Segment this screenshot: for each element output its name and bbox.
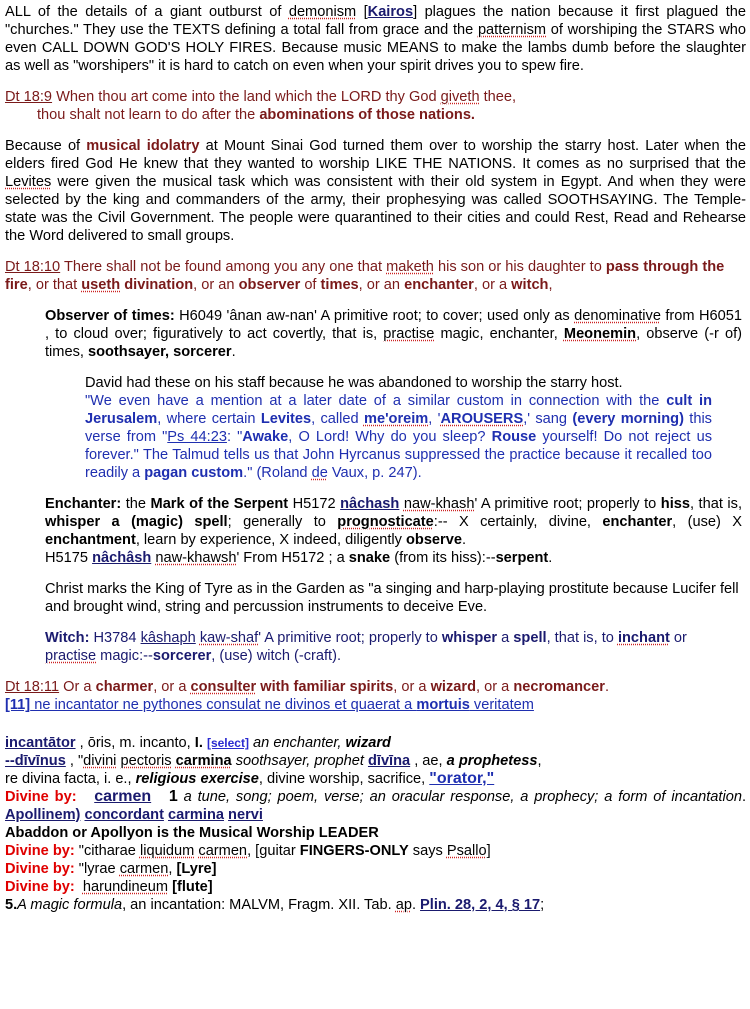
dt-18-9-cont: thou shalt not learn to do after the abominations of those nations. [37, 107, 475, 123]
witch-entry: Witch: H3784 kâshaph kaw-shaf' A primitive root; properly to whisper a spell, that is, to inchant or practise magic:--sorcerer, (use) witch (-craft). [45, 630, 687, 664]
enchanter-entry: Enchanter: the Mark of the Serpent H5172 nâchash naw-khash' A primitive root; properly to hiss, that is, whisper a (magic) spell; generally to prognosticate:-- X certainly, divine, enchanter, (use) X enchantment, learn by experience, X indeed, diligently observe. H5175 nâchâsh naw-khawsh' From H5172 ; a snake (from its hiss):--serpent. [45, 496, 742, 566]
harundineum-line: Divine by: harundineum [flute] [5, 879, 213, 895]
lexicon-section [5, 734, 746, 914]
dt-18-10-verse: Dt 18:10 There shall not be found among you any one that maketh his son or his daughter to pass through the fire, or that useth divination, or an observer of times, or an enchanter, or a witch, [5, 259, 725, 293]
incantator-line: incantātor , ōris, m. incanto, I. [select] an enchanter, wizard [5, 735, 391, 751]
dt-18-11-verse: Dt 18:11 Or a charmer, or a consulter with familiar spirits, or a wizard, or a necromancer. [5, 679, 610, 695]
david-quote-block [5, 374, 746, 482]
david-intro: David had these on his staff because he was abandoned to worship the starry host. [85, 375, 623, 391]
citharae-line: Divine by: "citharae liquidum carmen, [guitar FINGERS-ONLY says Psallo] [5, 843, 491, 859]
abaddon-line: Abaddon or Apollyon is the Musical Worship LEADER [5, 825, 379, 841]
kairos-link[interactable]: Kairos [367, 4, 414, 20]
latin-verse-11: [11] ne incantator ne pythones consulat ne divinos et quaerat a mortuis veritatem [5, 697, 534, 713]
intro-paragraph: ALL of the details of a giant outburst of demonism [Kairos] plagues the nation because it first plagued the "churches." They use the TEXTS defining a total fall from grace and the patternism of worshiping the STARS who even CALL DOWN GOD'S HOLY FIRES. Because music MEANS to make the lambs dumb before the slaughter as well as "worshipers" it is hard to catch on even when your spirit drives you to spew fire. [5, 4, 746, 74]
carmen-definition: Divine by: carmen 1 a tune, song; poem, verse; an oracular response, a prophecy; a form of incantation. Apollinem) concordant carmina nervi [5, 788, 747, 823]
musical-idolatry-paragraph: Because of musical idolatry at Mount Sinai God turned them over to worship the starry host. Later when the elders fired God He knew that they wanted to worship LIKE THE NATIONS. It comes as no surprised that the Levites were given the musical task which was consistent with their old system in Egypt. And when they were selected by the king and commanders of the army, their prophesying was called SOOTHSAYING. The Temple-state was the Civil Government. The people were quarantined to their cities and could Rest, Read and Rehearse the Word delivered to small groups. [5, 138, 746, 244]
magic-formula-line: 5.A magic formula, an incantation: MALVM, Fragm. XII. Tab. ap. Plin. 28, 2, 4, § 17; [5, 897, 545, 913]
talmud-quote: "We even have a mention at a later date of a similar custom in connection with the cult in Jerusalem, where certain Levites, called me'oreim, 'AROUSERS,' sang (every morning) this verse from "Ps 44:23: "Awake, O Lord! Why do you sleep? Rouse yourself! Do not reject us forever." The Talmud tells us that John Hyrcanus suppressed the practice because it recalled too readily a pagan custom." (Roland de Vaux, p. 247). [85, 393, 712, 481]
dt-18-9-verse: Dt 18:9 When thou art come into the land which the LORD thy God giveth thee, [5, 89, 517, 105]
observer-of-times-entry: Observer of times: H6049 'ânan aw-nan' A primitive root; to cover; used only as denominative from H6051 , to cloud over; figuratively to act covertly, that is, practise magic, enchanter, Meonemin, observe (-r of) times, soothsayer, sorcerer. [45, 308, 743, 360]
christ-tyre-paragraph: Christ marks the King of Tyre as in the Garden as "a singing and harp-playing prostitute because Lucifer fell and brought wind, string and percussion instruments to deceive Eve. [45, 581, 739, 615]
lyrae-line: Divine by: "lyrae carmen, [Lyre] [5, 861, 217, 877]
divinus-line: --dīvīnus , "divini pectoris carmina soothsayer, prophet dīvīna , ae, a prophetess, [5, 753, 542, 769]
select-link[interactable]: [select] [206, 736, 249, 750]
re-divina-line: re divina facta, i. e., religious exercise, divine worship, sacrifice, "orator," [5, 770, 495, 787]
